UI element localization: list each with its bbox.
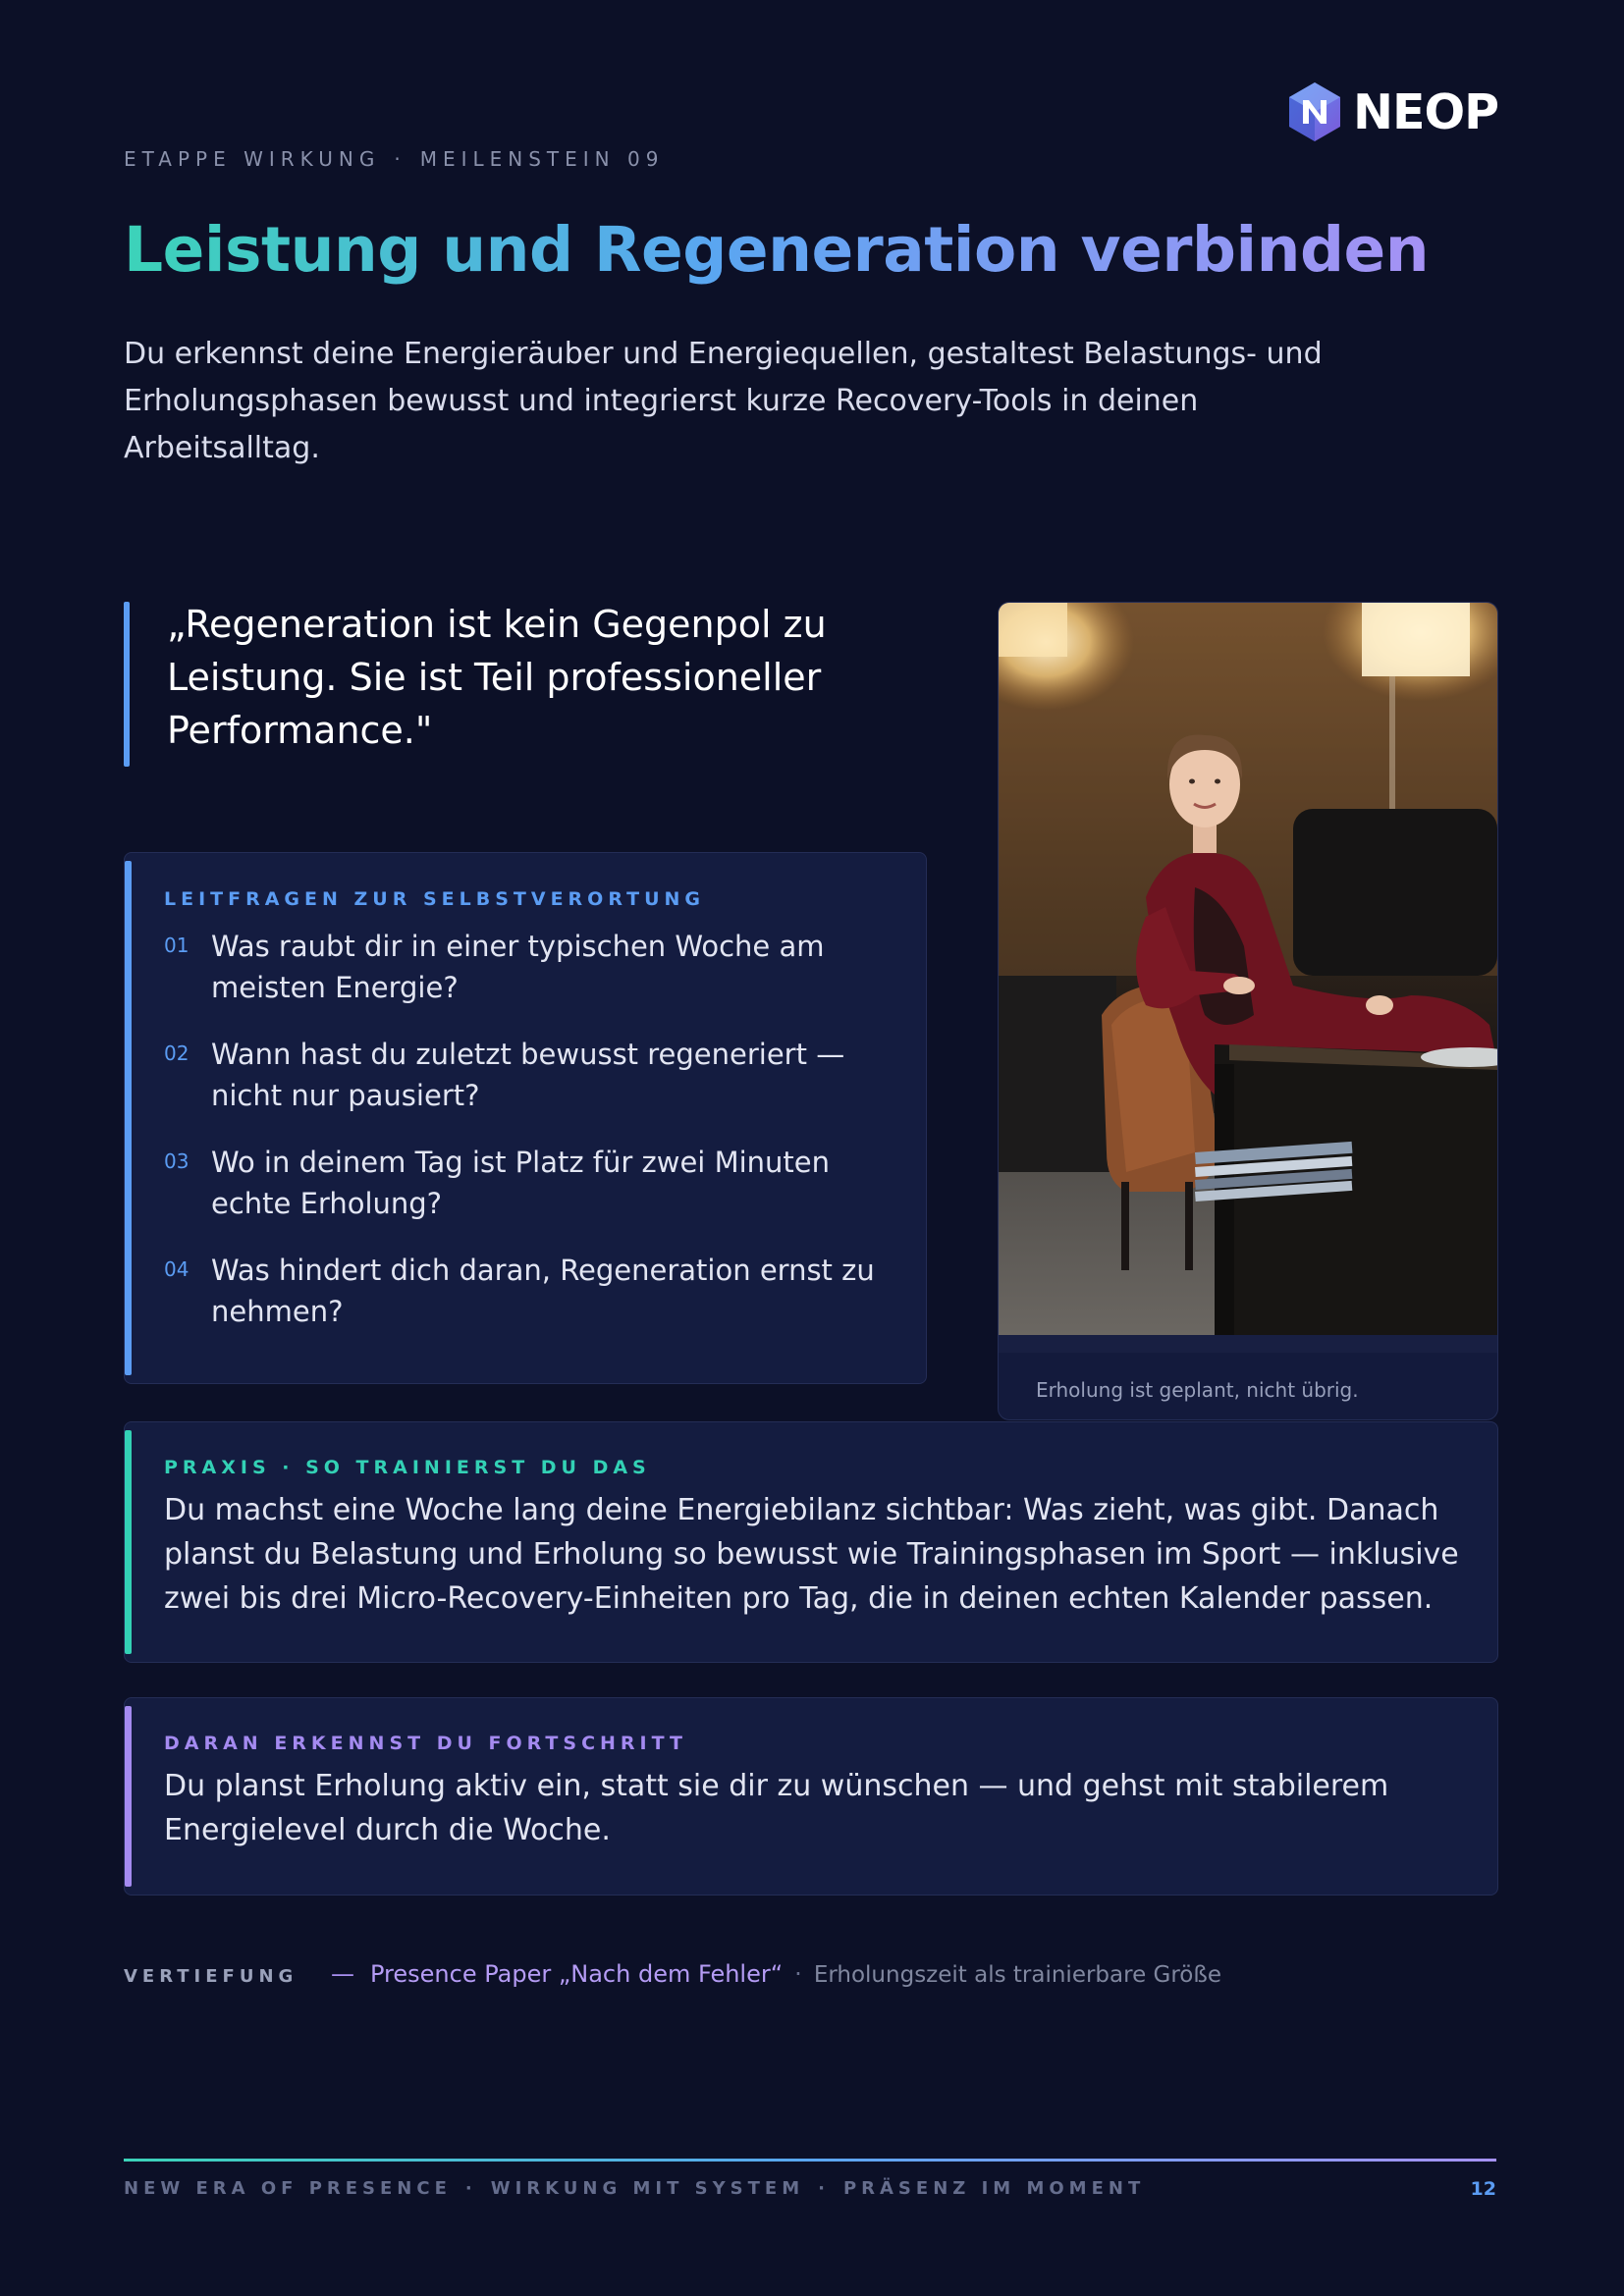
- questions-list: [164, 926, 891, 1358]
- question-number: 03: [164, 1149, 189, 1173]
- deepening-description: Erholungszeit als trainierbare Größe: [813, 1962, 1222, 1988]
- practice-card: [124, 1421, 1498, 1663]
- neop-cube-icon: [1286, 80, 1343, 143]
- question-item: [164, 1142, 891, 1224]
- milestone-label: MEILENSTEIN 09: [419, 147, 665, 171]
- footer-divider: [124, 2159, 1496, 2162]
- footer-separator: ·: [464, 2178, 477, 2199]
- photo-strip: [999, 1335, 1497, 1353]
- pull-quote: „Regeneration ist kein Gegenpol zu Leistung. Sie ist Teil professioneller Performance.": [167, 603, 827, 752]
- photo-caption: Erholung ist geplant, nicht übrig.: [1036, 1378, 1359, 1402]
- page-number: 12: [1470, 2178, 1496, 2200]
- question-number: 01: [164, 934, 189, 957]
- woman-in-lounge-photo: [999, 603, 1497, 1335]
- deepening-label: VERTIEFUNG: [124, 1966, 298, 1987]
- question-text: Was hindert dich daran, Regeneration ernst zu nehmen?: [211, 1254, 875, 1328]
- progress-label: DARAN ERKENNST DU FORTSCHRITT: [164, 1733, 687, 1754]
- question-number: 02: [164, 1041, 189, 1065]
- questions-label: LEITFRAGEN ZUR SELBSTVERORTUNG: [164, 888, 705, 910]
- presence-paper-link[interactable]: Presence Paper „Nach dem Fehler“: [370, 1960, 784, 1988]
- footer-tagline: [124, 2178, 1145, 2199]
- deepening-separator: ·: [794, 1960, 802, 1988]
- logo-wordmark: NEOP: [1353, 83, 1499, 140]
- page-title: Leistung und Regeneration verbinden: [124, 214, 1430, 286]
- eyebrow-separator: ·: [394, 147, 406, 171]
- milestone-eyebrow: [124, 147, 664, 171]
- quote-accent-bar: [124, 602, 130, 767]
- intro-paragraph: Du erkennst deine Energieräuber und Energiequellen, gestaltest Belastungs- und Erholungsphasen bewusst und integrierst kurze Recovery-Tools in deinen Arbeitsalltag.: [124, 337, 1323, 465]
- photo-card: [998, 602, 1498, 1420]
- stage-label: ETAPPE WIRKUNG: [124, 147, 381, 171]
- questions-accent-bar: [125, 861, 132, 1375]
- deepening-reference: [331, 1960, 1221, 1988]
- guiding-questions-card: [124, 852, 927, 1384]
- question-text: Wo in deinem Tag ist Platz für zwei Minuten echte Erholung?: [211, 1146, 830, 1220]
- practice-label: PRAXIS · SO TRAINIERST DU DAS: [164, 1457, 651, 1478]
- brand-logo: [1286, 80, 1498, 143]
- footer-separator: ·: [818, 2178, 830, 2199]
- question-text: Was raubt dir in einer typischen Woche am meisten Energie?: [211, 930, 825, 1004]
- question-text: Wann hast du zuletzt bewusst regeneriert — nicht nur pausiert?: [211, 1038, 845, 1112]
- question-item: [164, 926, 891, 1008]
- progress-card: [124, 1697, 1498, 1896]
- footer-part-2: WIRKUNG MIT SYSTEM: [490, 2178, 805, 2199]
- footer-part-3: PRÄSENZ IM MOMENT: [842, 2178, 1146, 2199]
- deepening-dash: —: [331, 1960, 354, 1988]
- question-item: [164, 1250, 891, 1332]
- progress-accent-bar: [125, 1706, 132, 1887]
- practice-accent-bar: [125, 1430, 132, 1654]
- question-item: [164, 1034, 891, 1116]
- footer-part-1: NEW ERA OF PRESENCE: [124, 2178, 452, 2199]
- practice-text: Du machst eine Woche lang deine Energiebilanz sichtbar: Was zieht, was gibt. Danach planst du Belastung und Erholung so bewusst wie Trainingsphasen im Sport — inklusive zwei bis drei Micro-Recovery-Einheiten pro Tag, die in deinen echten Kalender passen.: [164, 1493, 1459, 1616]
- progress-text: Du planst Erholung aktiv ein, statt sie dir zu wünschen — und gehst mit stabilerem Energielevel durch die Woche.: [164, 1769, 1389, 1847]
- question-number: 04: [164, 1257, 189, 1281]
